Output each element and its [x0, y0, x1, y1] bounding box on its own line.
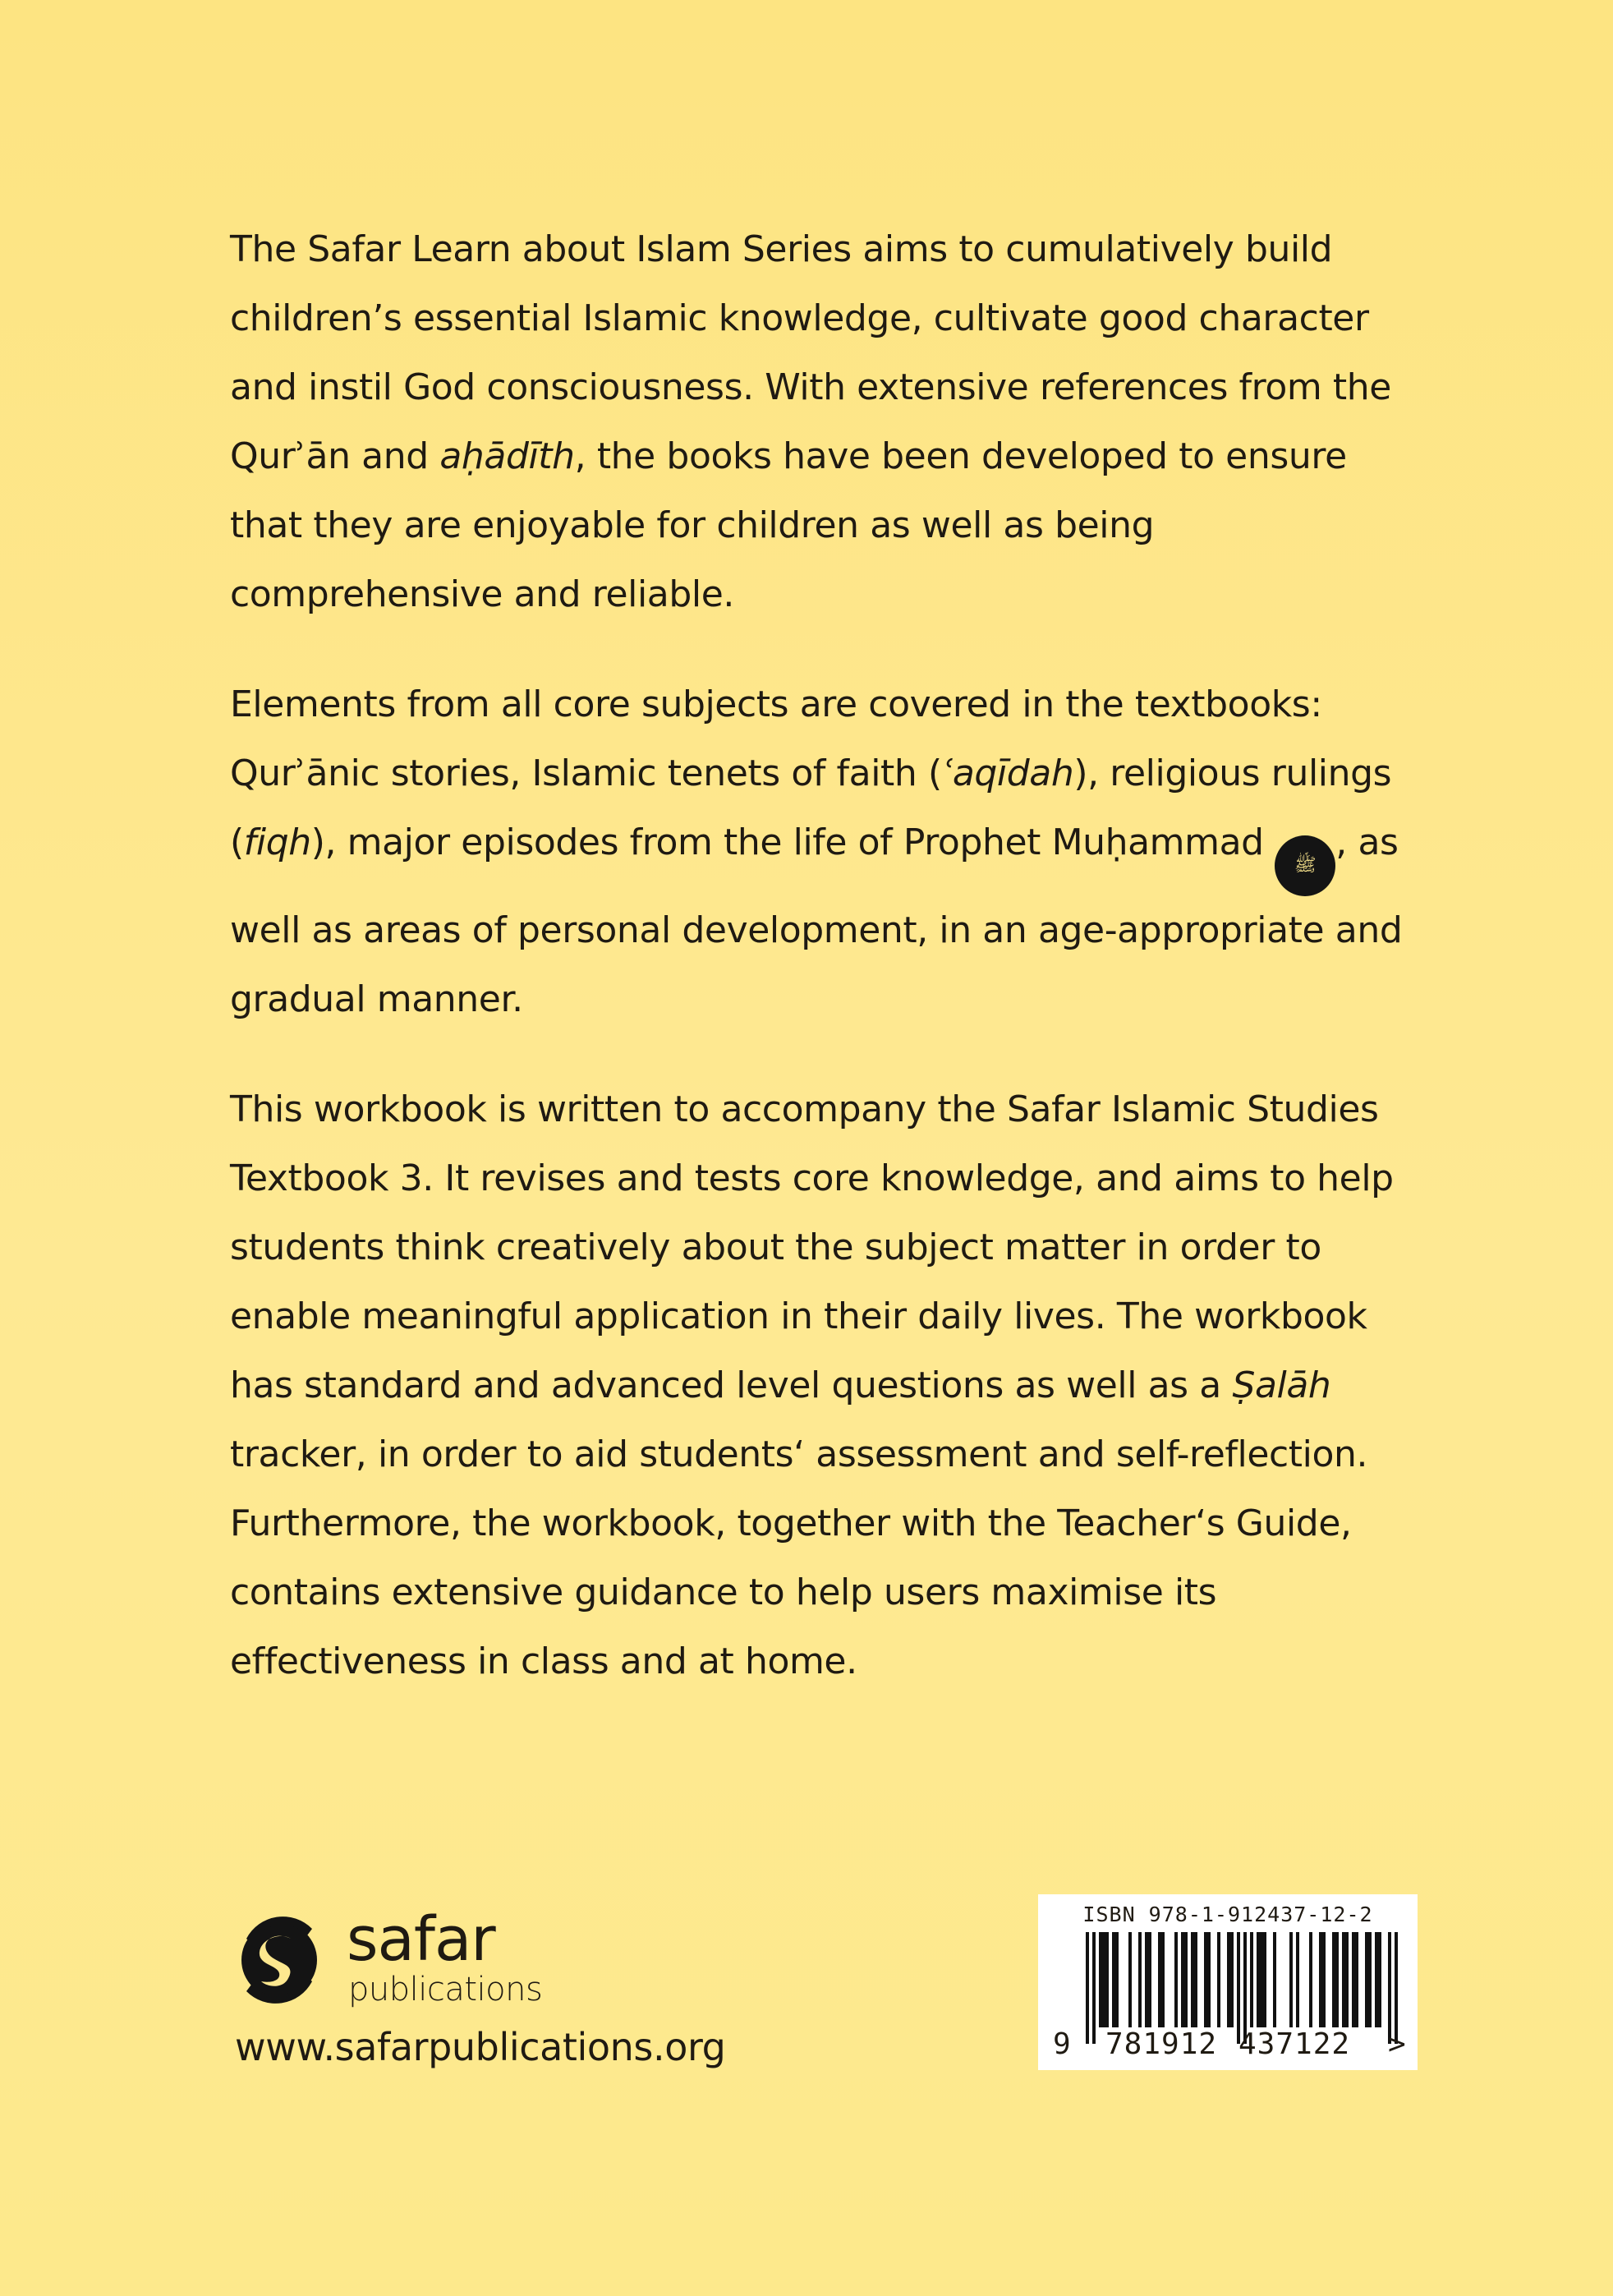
barcode-digits-left: 781912 — [1105, 2027, 1218, 2061]
barcode-bar — [1273, 1932, 1276, 2027]
barcode-bar — [1115, 1932, 1119, 2027]
publisher-subtitle: publications — [348, 1971, 543, 2008]
barcode-bar — [1368, 1932, 1372, 2027]
text-run: , as well as areas of personal development, in an age-appropriate and gradual manner. — [230, 821, 1403, 1020]
barcode-bar — [1161, 1932, 1165, 2027]
barcode-quiet-zone-mark: > — [1388, 2027, 1406, 2061]
barcode-bar — [1345, 1932, 1349, 2027]
text-run: ), religious rulings ( — [230, 752, 1392, 863]
publisher-name: safar — [347, 1904, 495, 1975]
italic-term: aḥādīth — [439, 435, 575, 477]
barcode-bar — [1342, 1932, 1345, 2027]
barcode-bar — [1174, 1932, 1178, 2027]
text-run: , the books have been developed to ensure that they are enjoyable for children as well as being comprehensive and reliable. — [230, 435, 1347, 615]
barcode-bar — [1207, 1932, 1211, 2027]
barcode-bar — [1138, 1932, 1142, 2027]
barcode-bar — [1092, 1932, 1096, 2044]
text-run: tracker, in order to aid students‘ assessment and self-reflection. Furthermore, the workbook, together with the Teacher‘s Guide, contains extensive guidance to help users maximise its effectiveness in class and at home. — [230, 1433, 1368, 1682]
safar-s-circle-icon — [233, 1914, 325, 2006]
barcode-bar — [1230, 1932, 1234, 2027]
barcode-bar — [1181, 1932, 1184, 2027]
barcode-bars — [1038, 1894, 1418, 2070]
barcode-bar — [1257, 1932, 1260, 2027]
barcode-bar — [1204, 1932, 1207, 2027]
isbn-barcode — [1038, 1894, 1418, 2070]
isbn-label: ISBN 978-1-912437-12-2 — [1082, 1903, 1373, 1926]
barcode-bar — [1332, 1932, 1335, 2027]
barcode-bar — [1191, 1932, 1194, 2027]
barcode-bar — [1289, 1932, 1293, 2027]
barcode-bar — [1319, 1932, 1322, 2027]
barcode-bar — [1322, 1932, 1326, 2027]
barcode-bar — [1296, 1932, 1299, 2027]
blurb-paragraph-2 — [230, 670, 1429, 1034]
barcode-bar — [1148, 1932, 1151, 2027]
text-run: The Safar Learn about Islam Series aims to cumulatively build children’s essential Islamic knowledge, cultivate good character and instil God consciousness. With extensive references from the Qurʾān and — [230, 228, 1391, 477]
barcode-bar — [1227, 1932, 1230, 2027]
barcode-bar — [1378, 1932, 1381, 2027]
publisher-logo — [233, 1904, 726, 2022]
barcode-bar — [1102, 1932, 1105, 2027]
barcode-bar — [1335, 1932, 1339, 2027]
publisher-website[interactable]: www.safarpublications.org — [235, 2025, 726, 2069]
barcode-digit-first: 9 — [1053, 2027, 1071, 2061]
text-run: Elements from all core subjects are covered in the textbooks: Qurʾānic stories, Islamic tenets of faith ( — [230, 683, 1322, 794]
barcode-bar — [1105, 1932, 1109, 2027]
italic-term: fiqh — [243, 821, 311, 863]
blurb — [230, 215, 1429, 1737]
barcode-bar — [1145, 1932, 1148, 2027]
barcode-bar — [1309, 1932, 1312, 2027]
barcode-digits-right: 437122 — [1238, 2027, 1351, 2061]
barcode-bar — [1375, 1932, 1378, 2027]
barcode-bar — [1352, 1932, 1355, 2027]
barcode-bar — [1365, 1932, 1368, 2027]
barcode-bar — [1112, 1932, 1115, 2027]
barcode-bar — [1263, 1932, 1266, 2027]
pbuh-seal-icon: ﷺ — [1275, 835, 1335, 896]
barcode-bar — [1128, 1932, 1132, 2027]
barcode-bar — [1099, 1932, 1102, 2027]
text-run: ), major episodes from the life of Prophet Muḥammad — [310, 821, 1275, 863]
barcode-bar — [1194, 1932, 1197, 2027]
barcode-bar — [1217, 1932, 1220, 2027]
barcode-bar — [1260, 1932, 1263, 2027]
italic-term: ʿaqīdah — [941, 752, 1074, 794]
barcode-bar — [1158, 1932, 1161, 2027]
barcode-bar — [1086, 1932, 1089, 2044]
barcode-bar — [1184, 1932, 1188, 2027]
blurb-paragraph-3 — [230, 1075, 1429, 1696]
text-run: This workbook is written to accompany the Safar Islamic Studies Textbook 3. It revises and tests core knowledge, and aims to help students think creatively about the subject matter in order to enable meaningful application in their daily lives. The workbook has standard and advanced level questions as well as a — [230, 1088, 1394, 1406]
blurb-paragraph-1 — [230, 215, 1429, 629]
barcode-bar — [1250, 1932, 1253, 2027]
barcode-bar — [1355, 1932, 1358, 2027]
italic-term: Ṣalāh — [1232, 1364, 1331, 1406]
